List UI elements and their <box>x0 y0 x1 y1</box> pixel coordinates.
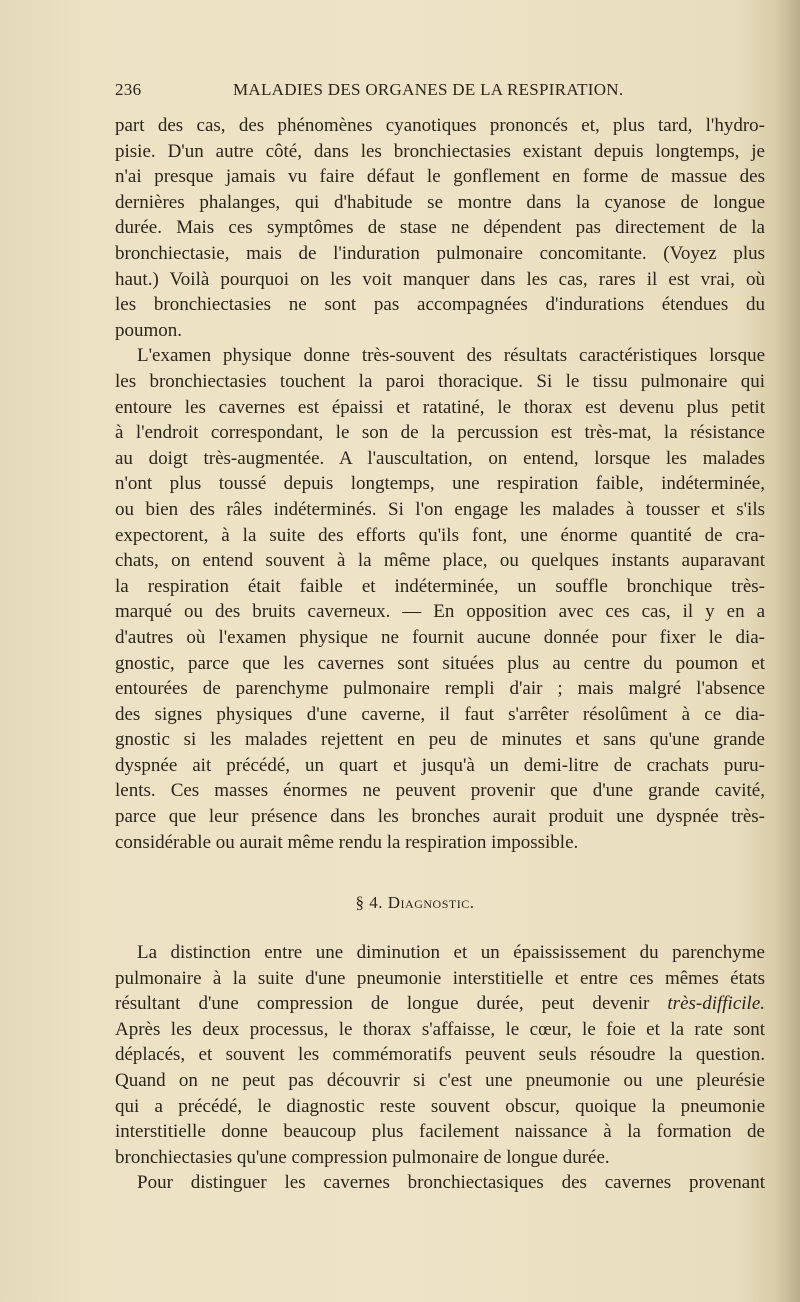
text-line: qui a précédé, le diagnostic reste souvent obscur, quoique la pneumonie <box>115 1095 765 1117</box>
emphasis-text: très-difficile. <box>667 993 766 1015</box>
text-line: déplacés, et souvent les commémoratifs peuvent seuls résoudre la question. <box>115 1044 765 1066</box>
text-line: considérable ou aurait même rendu la respiration impossible. <box>115 831 579 853</box>
text-line: les bronchiectasies ne sont pas accompagnées d'indurations étendues du <box>115 294 765 316</box>
text-line: bronchiectasies qu'une compression pulmonaire de longue durée. <box>115 1146 610 1168</box>
section-heading: § 4. Diagnostic. <box>355 893 475 912</box>
text-line: L'examen physique donne très-souvent des résultats caractéristiques lorsque <box>137 345 765 367</box>
paragraph-1 <box>115 113 765 343</box>
text-segment: résultant d'une compression de longue durée, peut devenir <box>115 993 650 1015</box>
text-line: des signes physiques d'une caverne, il faut s'arrêter résolûment à ce dia- <box>115 703 765 725</box>
text-line: bronchiectasie, mais de l'induration pulmonaire concomitante. (Voyez plus <box>115 242 765 264</box>
text-line: entourées de parenchyme pulmonaire rempli d'air ; mais malgré l'absence <box>115 678 765 700</box>
text-line: dernières phalanges, qui d'habitude se montre dans la cyanose de longue <box>115 191 765 213</box>
text-line: n'ont plus toussé depuis longtemps, une respiration faible, indéterminée, <box>115 473 765 495</box>
text-line: marqué ou des bruits caverneux. — En opposition avec ces cas, il y en a <box>115 601 765 623</box>
text-line: gnostic si les malades rejettent en peu de minutes et sans qu'une grande <box>115 729 765 751</box>
text-line: pulmonaire à la suite d'une pneumonie interstitielle et entre ces mêmes états <box>115 967 765 989</box>
paragraph-2 <box>115 343 765 855</box>
paragraph-3 <box>115 940 765 1170</box>
text-line: interstitielle donne beaucoup plus facilement naissance à la formation de <box>115 1121 765 1143</box>
page-number: 236 <box>115 80 142 99</box>
text-line: durée. Mais ces symptômes de stase ne dépendent pas directement de la <box>115 217 765 239</box>
text-line: ou bien des râles indéterminés. Si l'on engage les malades à tousser et s'ils <box>115 498 765 520</box>
text-line: d'autres où l'examen physique ne fournit aucune donnée pour fixer le dia- <box>115 626 765 648</box>
text-line: La distinction entre une diminution et un épaississement du parenchyme <box>137 942 765 963</box>
text-line: la respiration était faible et indéterminée, un souffle bronchique très- <box>115 575 765 597</box>
text-line: à l'endroit correspondant, le son de la percussion est très-mat, la résistance <box>115 422 765 444</box>
running-title: MALADIES DES ORGANES DE LA RESPIRATION. <box>233 80 624 99</box>
text-line: pisie. D'un autre côté, dans les bronchiectasies existant depuis longtemps, je <box>115 140 765 162</box>
text-line: haut.) Voilà pourquoi on les voit manquer dans les cas, rares il est vrai, où <box>115 268 765 290</box>
text-line: n'ai presque jamais vu faire défaut le gonflement en forme de massue des <box>115 166 765 188</box>
text-line: les bronchiectasies touchent la paroi thoracique. Si le tissu pulmonaire qui <box>115 370 765 392</box>
running-header <box>115 80 765 104</box>
text-line: entoure les cavernes est épaissi et ratatiné, le thorax est devenu plus petit <box>115 396 765 418</box>
text-line <box>115 991 765 1017</box>
text-line: chats, on entend souvent à la même place, ou quelques instants auparavant <box>115 550 765 572</box>
text-line: poumon. <box>115 319 183 341</box>
text-line: gnostic, parce que les cavernes sont situées plus au centre du poumon et <box>115 652 765 674</box>
text-line: part des cas, des phénomènes cyanotiques prononcés et, plus tard, l'hydro- <box>115 115 765 136</box>
text-line: lents. Ces masses énormes ne peuvent provenir que d'une grande cavité, <box>115 780 765 802</box>
text-line: dyspnée ait précédé, un quart et jusqu'à un demi-litre de crachats puru- <box>115 754 765 776</box>
text-line: au doigt très-augmentée. A l'auscultation, on entend, lorsque les malades <box>115 447 765 469</box>
text-line: Après les deux processus, le thorax s'affaisse, le cœur, le foie et la rate sont <box>115 1018 765 1040</box>
text-line: Pour distinguer les cavernes bronchiectasiques des cavernes provenant <box>137 1172 765 1194</box>
text-line: parce que leur présence dans les bronches aurait produit une dyspnée très- <box>115 806 765 828</box>
paragraph-4 <box>115 1170 765 1196</box>
text-line: expectorent, à la suite des efforts qu'ils font, une énorme quantité de cra- <box>115 524 765 546</box>
text-line: Quand on ne peut pas découvrir si c'est une pneumonie ou une pleurésie <box>115 1069 765 1091</box>
